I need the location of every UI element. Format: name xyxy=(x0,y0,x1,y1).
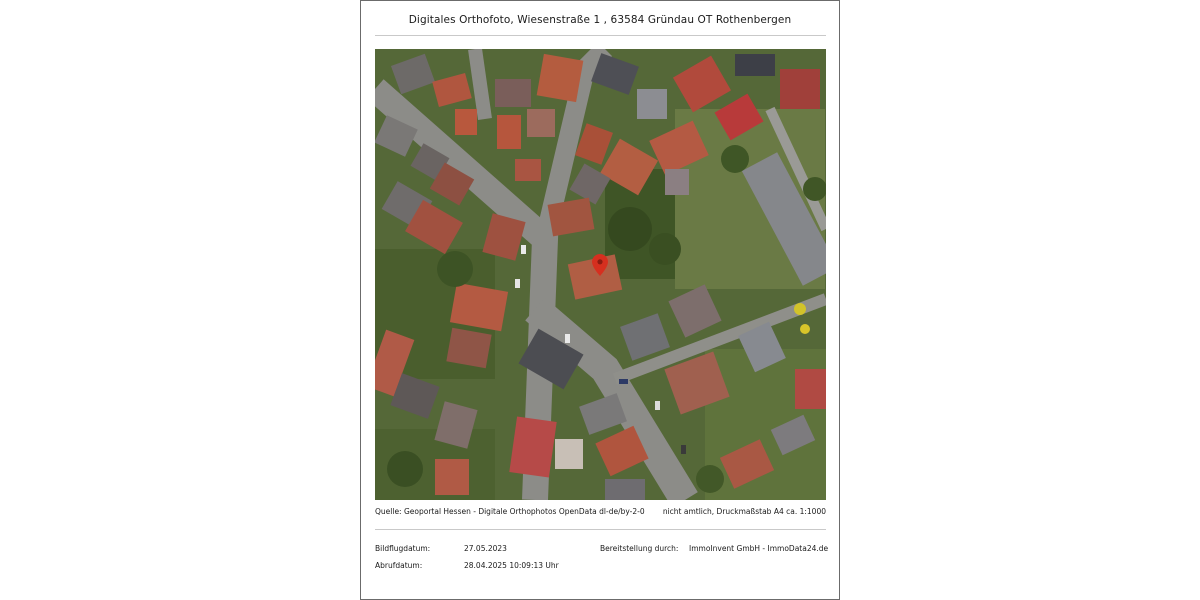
source-note: Quelle: Geoportal Hessen - Digitale Orthophotos OpenData dl-de/by-2-0 xyxy=(375,507,645,516)
retrieval-date-value: 28.04.2025 10:09:13 Uhr xyxy=(464,561,559,570)
provider-label: Bereitstellung durch: xyxy=(600,544,679,553)
provider-value: ImmoInvent GmbH - ImmoData24.de xyxy=(689,544,829,553)
flight-date-label: Bildflugdatum: xyxy=(375,544,431,553)
title-divider xyxy=(375,35,826,36)
scale-note: nicht amtlich, Druckmaßstab A4 ca. 1:1000 xyxy=(662,507,826,516)
document-title: Digitales Orthofoto, Wiesenstraße 1 , 63584 Gründau OT Rothenbergen xyxy=(408,14,792,26)
caption-divider xyxy=(375,529,826,530)
orthophoto-map xyxy=(375,49,826,500)
document-page xyxy=(360,0,840,600)
location-pin-icon xyxy=(592,254,608,276)
flight-date-value: 27.05.2023 xyxy=(464,544,507,553)
retrieval-date-label: Abrufdatum: xyxy=(375,561,423,570)
